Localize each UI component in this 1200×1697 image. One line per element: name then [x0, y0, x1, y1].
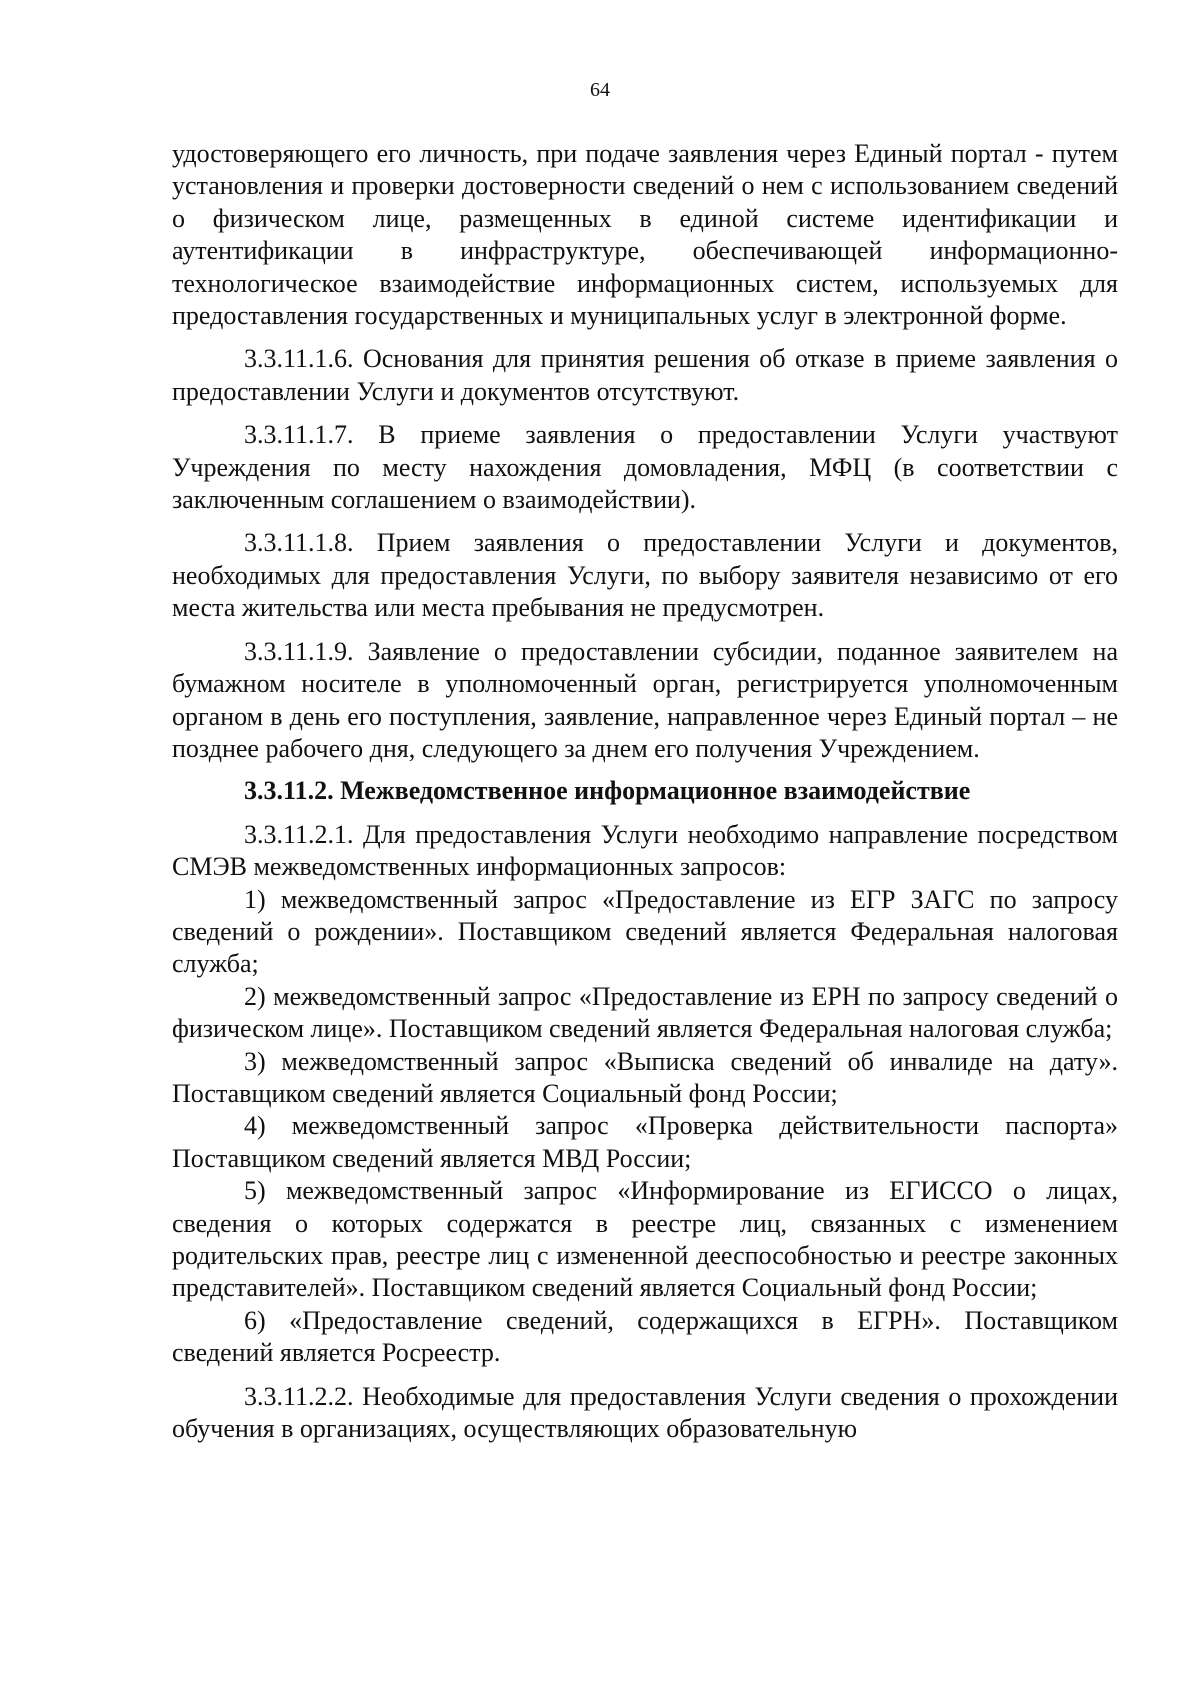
paragraph-3-3-11-2-2	[172, 1381, 1118, 1446]
clause-text: Необходимые для предоставления Услуги сведения о прохождении обучения в организациях, осуществляющих образовательную	[172, 1381, 1118, 1444]
paragraph-3-3-11-1-7	[172, 419, 1118, 516]
page-number: 64	[590, 79, 610, 101]
clause-text: Для предоставления Услуги необходимо направление посредством СМЭВ межведомственных информационных запросов:	[172, 819, 1118, 882]
paragraph-3-3-11-1-6	[172, 343, 1118, 408]
section-heading: 3.3.11.2. Межведомственное информационное взаимодействие	[244, 776, 971, 806]
clause-number: 3.3.11.1.9.	[244, 636, 354, 666]
paragraph-continuation: удостоверяющего его личность, при подаче заявления через Единый портал - путем установления и проверки достоверности сведений о нем с использованием сведений о физическом лице, размещенных в единой системе идентификации и аутентификации в инфраструктуре, обеспечивающей информационно-технологическое взаимодействие информационных систем, используемых для предоставления государственных и муниципальных услуг в электронной форме.	[172, 139, 1118, 331]
document-body	[172, 138, 1118, 1445]
paragraph-3-3-11-2-1	[172, 819, 1118, 884]
list-item: 2) межведомственный запрос «Предоставление из ЕРН по запросу сведений о физическом лице». Поставщиком сведений является Федеральная налоговая служба;	[172, 981, 1118, 1044]
paragraph-3-3-11-1-9	[172, 636, 1118, 766]
list-item: 3) межведомственный запрос «Выписка сведений об инвалиде на дату». Поставщиком сведений является Социальный фонд России;	[172, 1046, 1118, 1108]
clause-text: Прием заявления о предоставлении Услуги и документов, необходимых для предоставления Услуги, по выбору заявителя независимо от его места жительства или места пребывания не предусмотрен.	[172, 528, 1118, 623]
paragraph-3-3-11-1-8	[172, 527, 1118, 624]
clause-text: В приеме заявления о предоставлении Услуги участвуют Учреждения по месту нахождения домовладения, МФЦ (в соответствии с заключенным соглашением о взаимодействии).	[172, 420, 1118, 515]
list-item: 1) межведомственный запрос «Предоставление из ЕГР ЗАГС по запросу сведений о рождении». Поставщиком сведений является Федеральная налоговая служба;	[172, 884, 1118, 979]
clause-number: 3.3.11.2.2.	[244, 1381, 354, 1411]
clause-number: 3.3.11.2.1.	[244, 819, 354, 849]
list-item: 4) межведомственный запрос «Проверка действительности паспорта» Поставщиком сведений является МВД России;	[172, 1111, 1118, 1173]
clause-number: 3.3.11.1.6.	[244, 344, 354, 374]
list-item: 6) «Предоставление сведений, содержащихся в ЕГРН». Поставщиком сведений является Росреестр.	[172, 1305, 1118, 1368]
clause-text: Основания для принятия решения об отказе в приеме заявления о предоставлении Услуги и документов отсутствуют.	[172, 344, 1118, 406]
list-item: 5) межведомственный запрос «Информирование из ЕГИССО о лицах, сведения о которых содержатся в реестре лиц, связанных с изменением родительских прав, реестре лиц с измененной дееспособностью и реестре законных представителей». Поставщиком сведений является Социальный фонд России;	[172, 1176, 1118, 1303]
clause-number: 3.3.11.1.7.	[244, 420, 354, 450]
clause-number: 3.3.11.1.8.	[244, 528, 354, 558]
clause-text: Заявление о предоставлении субсидии, поданное заявителем на бумажном носителе в уполномоченный орган, регистрируется уполномоченным органом в день его поступления, заявление, направленное через Единый портал – не позднее рабочего дня, следующего за днем его получения Учреждением.	[172, 636, 1118, 763]
